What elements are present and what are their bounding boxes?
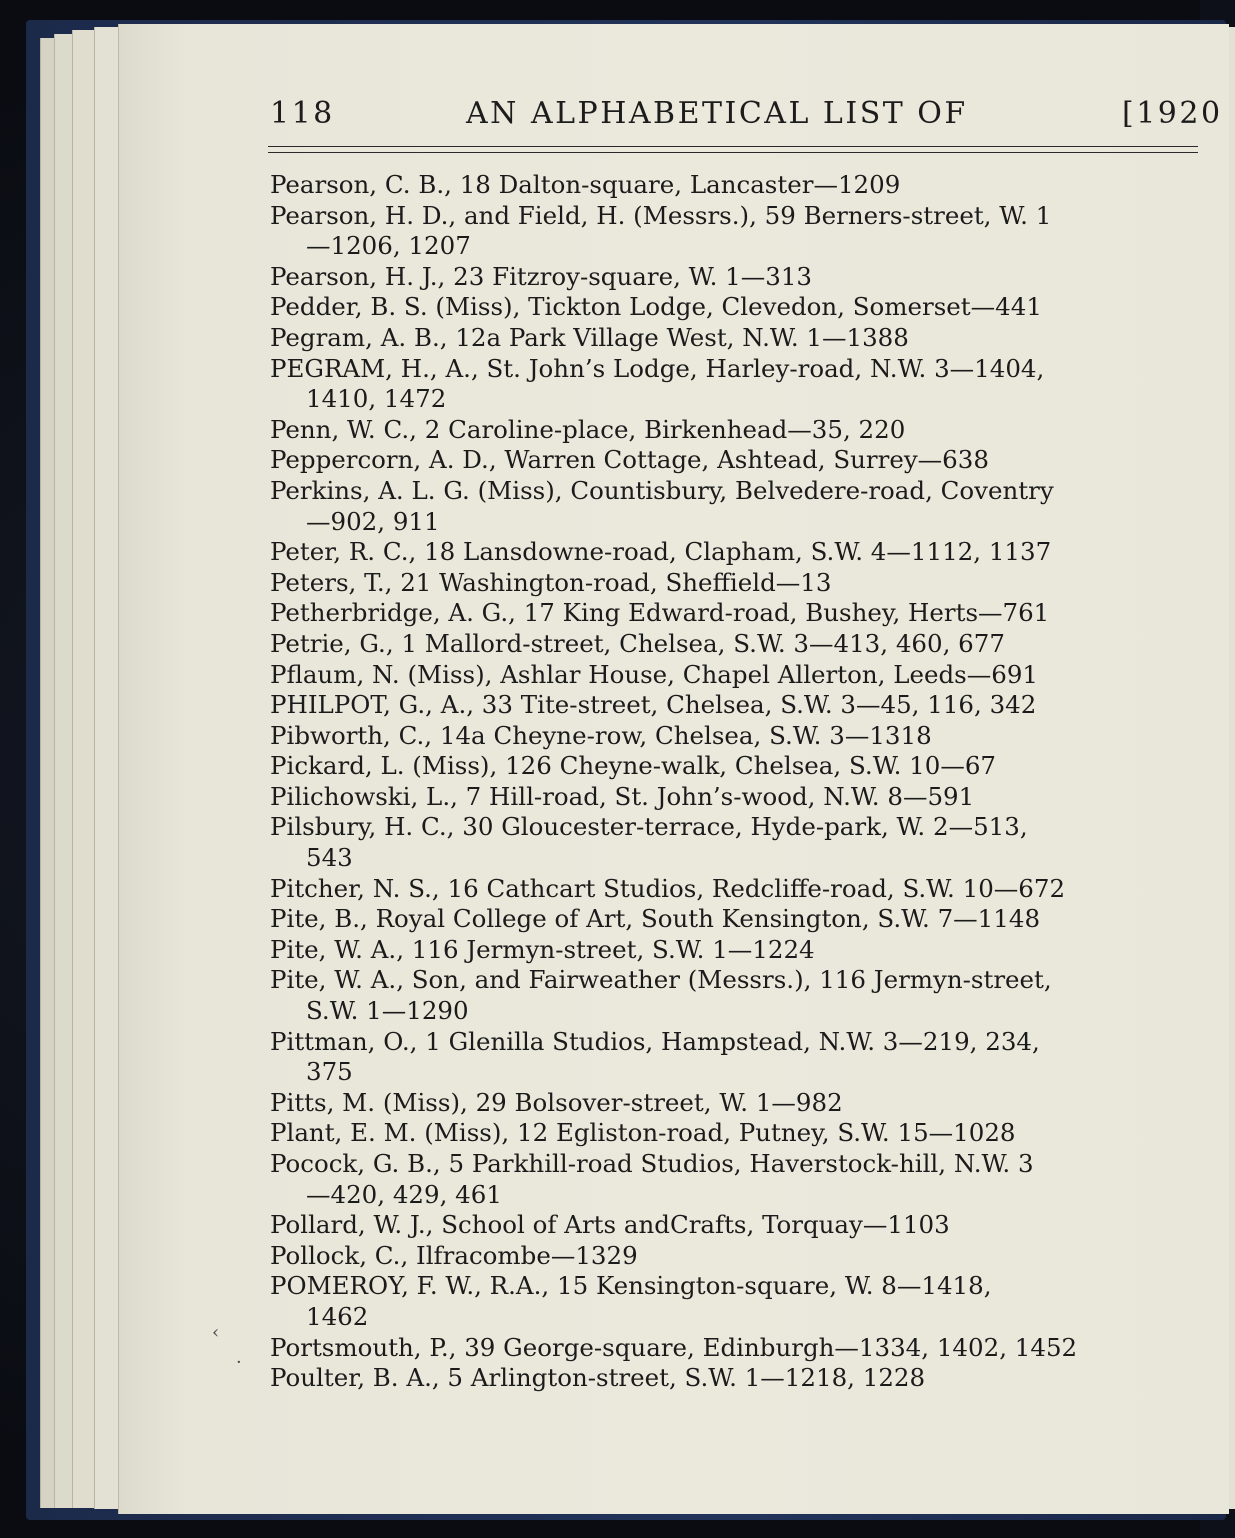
directory-entry: Pollard, W. J., School of Arts andCrafts, Torquay—1103	[270, 1210, 950, 1240]
directory-entry: Poulter, B. A., 5 Arlington-street, S.W. 1—1218, 1228	[270, 1363, 926, 1393]
directory-entry: Pearson, H. J., 23 Fitzroy-square, W. 1—313	[270, 261, 812, 291]
year-mark: [1920	[1122, 96, 1223, 131]
running-title: AN ALPHABETICAL LIST OF	[466, 96, 968, 131]
directory-entry: Pedder, B. S. (Miss), Tickton Lodge, Clevedon, Somerset—441	[270, 292, 1042, 322]
directory-entry: Perkins, A. L. G. (Miss), Countisbury, Belvedere-road, Coventry	[270, 475, 1054, 505]
margin-mark: ·	[236, 1352, 242, 1373]
header-rule	[268, 146, 1198, 147]
directory-entry: PEGRAM, H., A., St. John’s Lodge, Harley-road, N.W. 3—1404,	[270, 353, 1045, 383]
directory-entry: Peters, T., 21 Washington-road, Sheffield—13	[270, 567, 832, 597]
directory-entry-continuation: 375	[306, 1057, 353, 1087]
margin-mark: ‹	[212, 1322, 220, 1343]
directory-entry-continuation: —420, 429, 461	[306, 1179, 502, 1209]
directory-entry: Peter, R. C., 18 Lansdowne-road, Clapham, S.W. 4—1112, 1137	[270, 537, 1052, 567]
directory-entry: Plant, E. M. (Miss), 12 Egliston-road, Putney, S.W. 15—1028	[270, 1118, 1016, 1148]
directory-entry: Pollock, C., Ilfracombe—1329	[270, 1240, 638, 1270]
directory-entry: Pite, B., Royal College of Art, South Kensington, S.W. 7—1148	[270, 904, 1041, 934]
page-number: 118	[270, 96, 335, 131]
directory-entry-continuation: S.W. 1—1290	[306, 996, 469, 1026]
directory-entry: Pilichowski, L., 7 Hill-road, St. John’s-wood, N.W. 8—591	[270, 781, 975, 811]
directory-entry-continuation: —1206, 1207	[306, 231, 471, 261]
directory-entry: Pearson, C. B., 18 Dalton-square, Lancaster—1209	[270, 170, 901, 199]
directory-entry: Pegram, A. B., 12a Park Village West, N.W. 1—1388	[270, 322, 909, 352]
directory-entry: Portsmouth, P., 39 George-square, Edinburgh—1334, 1402, 1452	[270, 1332, 1078, 1362]
directory-entry: Pflaum, N. (Miss), Ashlar House, Chapel Allerton, Leeds—691	[270, 659, 1039, 689]
directory-entry: Pite, W. A., Son, and Fairweather (Messrs.), 116 Jermyn-street,	[270, 965, 1052, 995]
directory-entry-continuation: 543	[306, 843, 353, 873]
directory-entry: Petherbridge, A. G., 17 King Edward-road, Bushey, Herts—761	[270, 598, 1050, 628]
directory-entry-continuation: 1410, 1472	[306, 384, 447, 414]
directory-entry: Pitts, M. (Miss), 29 Bolsover-street, W. 1—982	[270, 1087, 843, 1117]
running-head	[270, 96, 1223, 140]
directory-entry: Peppercorn, A. D., Warren Cottage, Ashtead, Surrey—638	[270, 445, 989, 475]
directory-entry: Pilsbury, H. C., 30 Gloucester-terrace, Hyde-park, W. 2—513,	[270, 812, 1028, 842]
directory-entry: POMEROY, F. W., R.A., 15 Kensington-square, W. 8—1418,	[270, 1271, 992, 1301]
entry-list	[270, 170, 1200, 1394]
directory-entry-continuation: —902, 911	[306, 506, 440, 536]
directory-entry: PHILPOT, G., A., 33 Tite-street, Chelsea, S.W. 3—45, 116, 342	[270, 690, 1037, 720]
header-rule-double	[268, 152, 1198, 153]
directory-entry-continuation: 1462	[306, 1301, 369, 1331]
directory-entry: Pittman, O., 1 Glenilla Studios, Hampstead, N.W. 3—219, 234,	[270, 1026, 1040, 1056]
directory-entry: Pitcher, N. S., 16 Cathcart Studios, Redcliffe-road, S.W. 10—672	[270, 873, 1066, 903]
directory-entry: Pickard, L. (Miss), 126 Cheyne-walk, Chelsea, S.W. 10—67	[270, 751, 997, 781]
directory-entry: Pocock, G. B., 5 Parkhill-road Studios, Haverstock-hill, N.W. 3	[270, 1149, 1034, 1178]
directory-entry: Penn, W. C., 2 Caroline-place, Birkenhead—35, 220	[270, 414, 906, 444]
directory-entry: Pite, W. A., 116 Jermyn-street, S.W. 1—1224	[270, 934, 815, 964]
directory-entry: Petrie, G., 1 Mallord-street, Chelsea, S.W. 3—413, 460, 677	[270, 628, 1005, 658]
directory-entry: Pibworth, C., 14a Cheyne-row, Chelsea, S.W. 3—1318	[270, 720, 932, 750]
directory-entry: Pearson, H. D., and Field, H. (Messrs.), 59 Berners-street, W. 1	[270, 200, 1052, 230]
